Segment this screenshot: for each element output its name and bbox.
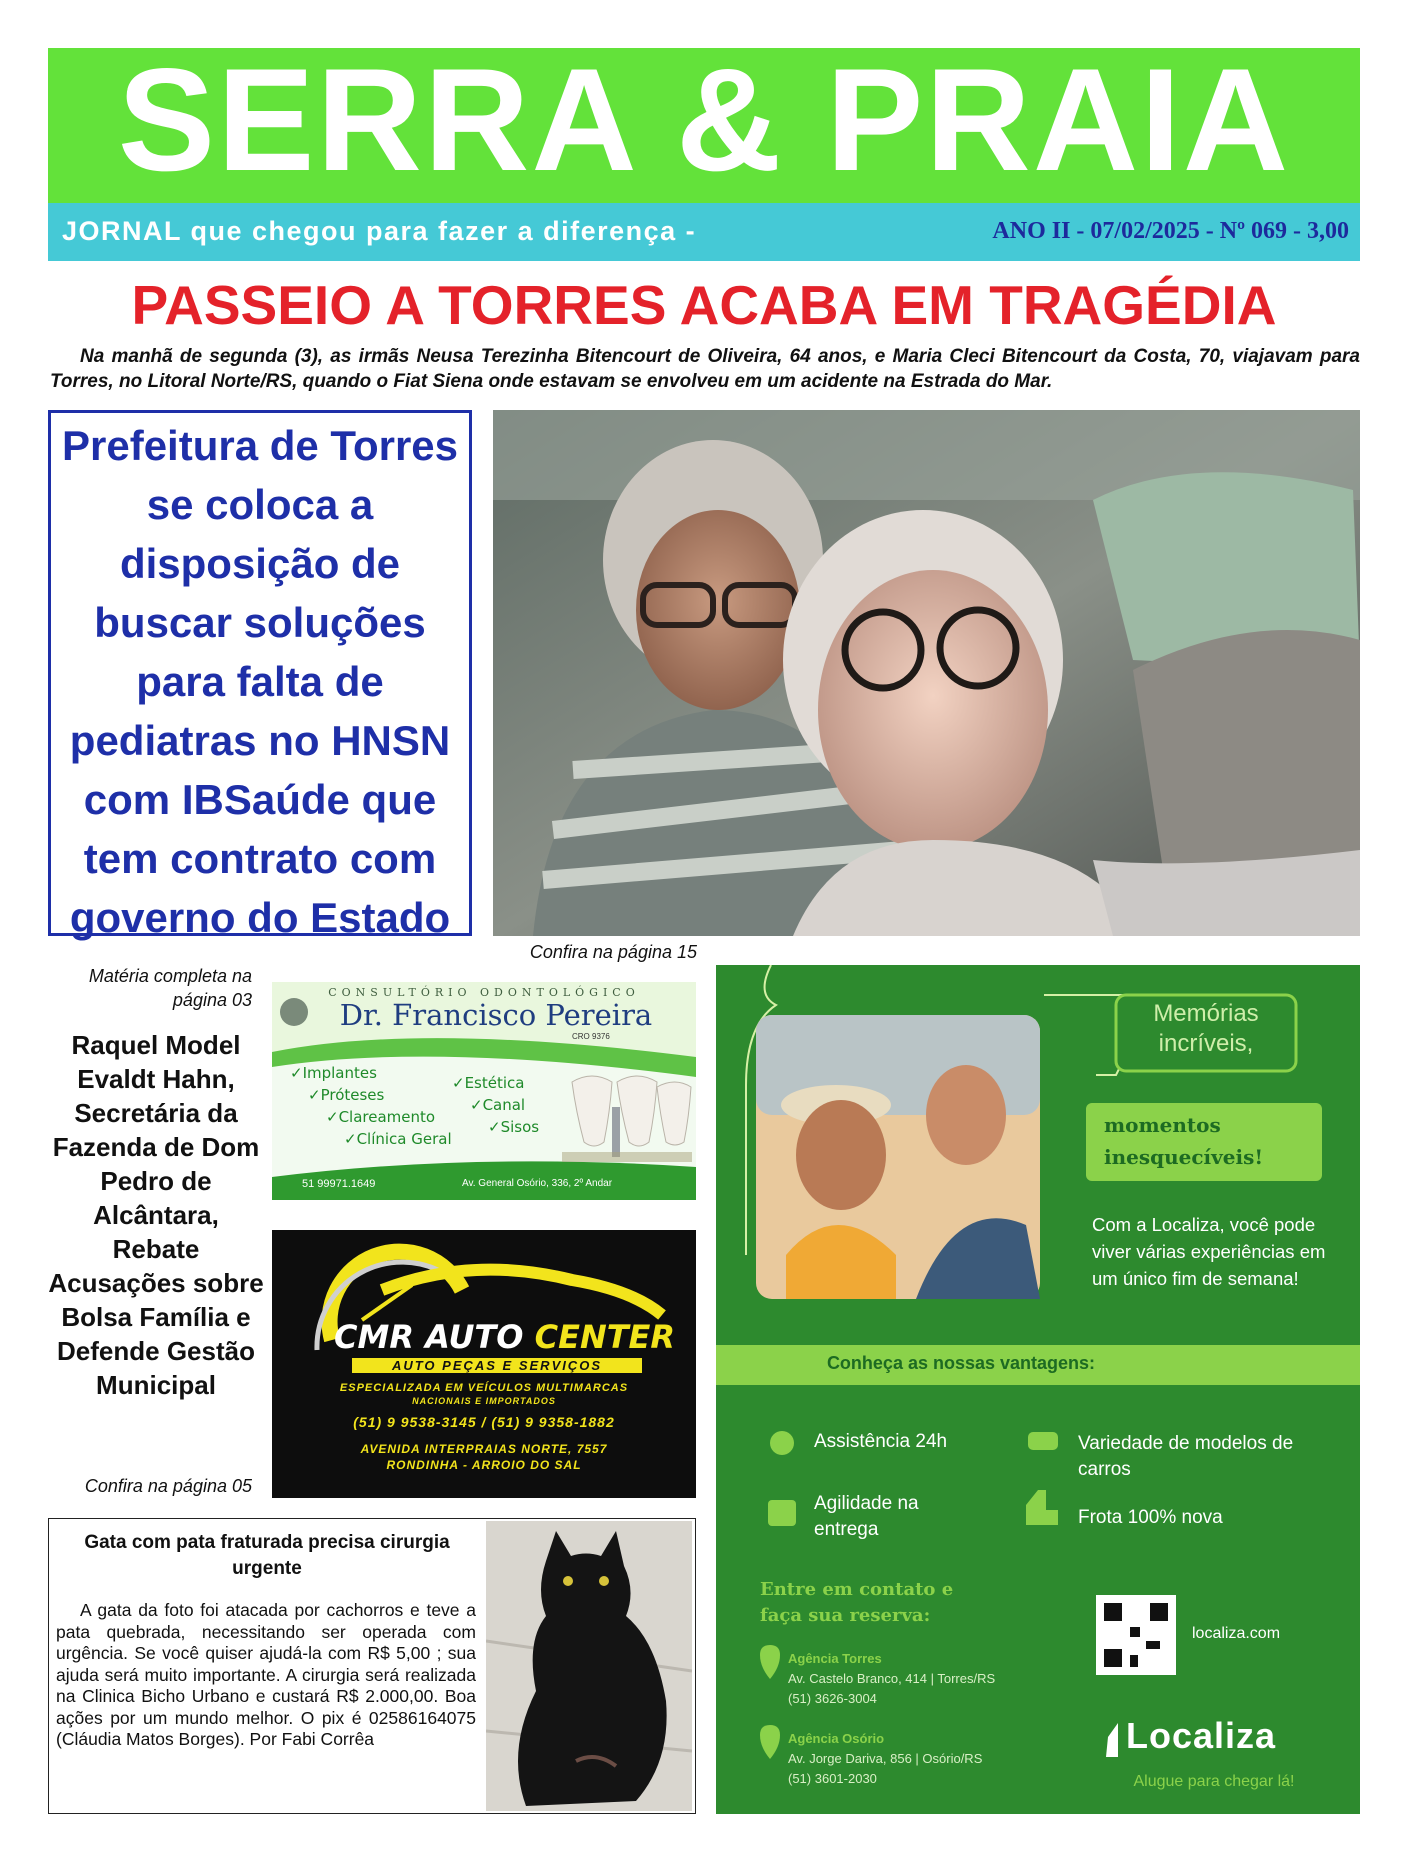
localiza-ad — [716, 965, 1360, 1814]
localiza-feature: Assistência 24h — [814, 1431, 948, 1452]
tagline: JORNAL que chegou para fazer a diferença - — [62, 216, 697, 246]
auto-phones: (51) 9 9538-3145 / (51) 9 9358-1882 — [353, 1414, 615, 1430]
prefeitura-headline: Prefeitura de Torres se coloca a disposição de buscar soluções para falta de pediatras no HNSN com IBSaúde que tem contrato com governo do Estado — [61, 422, 459, 941]
photo-caption: Confira na página 15 — [529, 942, 697, 962]
cat-story-title: Gata com pata fraturada precisa cirurgia urgente — [84, 1532, 450, 1579]
headline-lede: Na manhã de segunda (3), as irmãs Neusa Terezinha Bitencourt de Oliveira, 64 anos, e Maria Cleci Bitencourt da Costa, 70, viajavam para Torres, no Litoral Norte/RS, quando o Fiat Siena onde estavam se envolveu em um acidente na Estrada do Mar. — [50, 346, 1360, 392]
localiza-brand: Localiza — [1126, 1715, 1277, 1756]
localiza-agency1-addr: Av. Castelo Branco, 414 | Torres/RS — [788, 1671, 996, 1686]
dentist-service: ✓Próteses — [308, 1086, 385, 1104]
dentist-service: ✓Clareamento — [326, 1108, 436, 1126]
localiza-slogan: Alugue para chegar lá! — [1133, 1773, 1295, 1790]
auto-city: RONDINHA - ARROIO DO SAL — [386, 1458, 582, 1472]
auto-name-b: CENTER — [534, 1318, 676, 1356]
cat-photo — [486, 1521, 692, 1811]
dentist-address: Av. General Osório, 336, 2º Andar — [462, 1178, 613, 1189]
localiza-agency2-name: Agência Osório — [788, 1731, 885, 1746]
localiza-bubble-2: momentos inesquecíveis! — [1104, 1113, 1264, 1169]
localiza-agency2-addr: Av. Jorge Dariva, 856 | Osório/RS — [788, 1751, 983, 1766]
localiza-bubble-1: Memórias incríveis, — [1153, 1000, 1259, 1057]
localiza-contact-title: Entre em contato e faça sua reserva: — [760, 1579, 954, 1626]
localiza-agency1-name: Agência Torres — [788, 1651, 882, 1666]
raquel-page-ref: Matéria completa na página 03 — [88, 966, 252, 1010]
cat-story-body: A gata da foto foi atacada por cachorros e teve a pata quebrada, necessitando ser operada com urgência. Se você quiser ajudá-la com R$ 5,00 ; sua ajuda será muito importante. A cirurgia será realizada na Clinica Bicho Urbano e custará R$ 2.000,00. Boa ações por um mundo melhor. O pix é 02586164075 (Cláudia Matos Borges). Por Fabi Corrêa — [56, 1600, 476, 1749]
dentist-phone: 51 99971.1649 — [302, 1178, 376, 1190]
auto-street: AVENIDA INTERPRAIAS NORTE, 7557 — [360, 1442, 608, 1456]
localiza-feature: Variedade de modelos de carros — [1078, 1433, 1294, 1480]
newspaper-title: SERRA & PRAIA — [117, 38, 1291, 201]
raquel-page-footer: Confira na página 05 — [84, 1476, 252, 1496]
localiza-agency2-phone: (51) 3601-2030 — [788, 1771, 877, 1786]
dentist-cro: CRO 9376 — [572, 1032, 610, 1041]
dentist-name: Dr. Francisco Pereira — [339, 998, 653, 1032]
dentist-subtitle: CONSULTÓRIO ODONTOLÓGICO — [328, 986, 640, 999]
localiza-feature: Agilidade na entrega — [814, 1493, 919, 1540]
dentist-ad — [272, 982, 696, 1200]
dentist-service: ✓Sisos — [488, 1118, 540, 1136]
auto-subtitle: AUTO PEÇAS E SERVIÇOS — [352, 1358, 642, 1373]
dentist-service: ✓Implantes — [290, 1064, 377, 1082]
localiza-agency1-phone: (51) 3626-3004 — [788, 1691, 877, 1706]
main-headline: PASSEIO A TORRES ACABA EM TRAGÉDIA — [131, 274, 1277, 336]
localiza-band: Conheça as nossas vantagens: — [826, 1353, 1096, 1373]
dentist-service: ✓Clínica Geral — [344, 1130, 452, 1148]
localiza-feature: Frota 100% nova — [1078, 1507, 1223, 1528]
auto-name-a: CMR AUTO — [334, 1318, 524, 1356]
auto-line2: NACIONAIS E IMPORTADOS — [412, 1396, 556, 1406]
localiza-pitch: Com a Localiza, você pode viver várias experiências em um único fim de semana! — [1092, 1214, 1326, 1289]
sisters-photo — [493, 410, 1360, 936]
raquel-headline: Raquel Model Evaldt Hahn, Secretária da Fazenda de Dom Pedro de Alcântara, Rebate Acusações sobre Bolsa Família e Defende Gestão Municipal — [48, 1030, 264, 1400]
auto-line1: ESPECIALIZADA EM VEÍCULOS MULTIMARCAS — [339, 1382, 629, 1394]
dentist-service: ✓Canal — [470, 1096, 526, 1114]
dentist-service: ✓Estética — [452, 1074, 525, 1092]
localiza-site: localiza.com — [1192, 1625, 1281, 1642]
edition-info: ANO II - 07/02/2025 - Nº 069 - 3,00 — [992, 218, 1349, 244]
cmr-auto-ad — [272, 1230, 696, 1498]
